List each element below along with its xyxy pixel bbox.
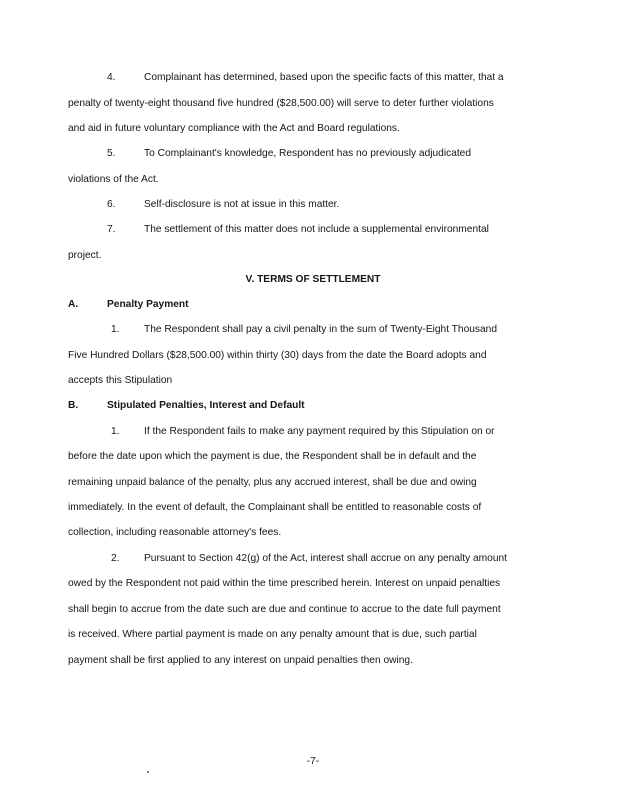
paragraph-4-number: 4. bbox=[107, 72, 116, 83]
scan-speck bbox=[147, 771, 149, 773]
paragraph-5-line-2: violations of the Act. bbox=[68, 174, 159, 185]
paragraph-4-line-3: and aid in future voluntary compliance with the Act and Board regulations. bbox=[68, 123, 400, 134]
section-b-p2-line-5: payment shall be first applied to any interest on unpaid penalties then owing. bbox=[68, 655, 413, 666]
paragraph-4-line-2: penalty of twenty-eight thousand five hundred ($28,500.00) will serve to deter further violations bbox=[68, 98, 494, 109]
section-b-p2-line-2: owed by the Respondent not paid within the time prescribed herein. Interest on unpaid penalties bbox=[68, 578, 501, 589]
section-a-letter: A. bbox=[68, 299, 79, 310]
section-a-p1-line-1: The Respondent shall pay a civil penalty in the sum of Twenty-Eight Thousand bbox=[144, 324, 497, 335]
section-b-p1-number: 1. bbox=[111, 426, 120, 437]
paragraph-7-number: 7. bbox=[107, 224, 116, 235]
paragraph-5-number: 5. bbox=[107, 148, 116, 159]
section-b-p1-line-2: before the date upon which the payment is due, the Respondent shall be in default and the bbox=[68, 451, 477, 462]
page-number: -7- bbox=[306, 756, 320, 767]
section-b-title: Stipulated Penalties, Interest and Default bbox=[107, 400, 305, 411]
paragraph-6-line-1: Self-disclosure is not at issue in this matter. bbox=[144, 199, 340, 210]
section-b-p1-line-1: If the Respondent fails to make any payment required by this Stipulation on or bbox=[144, 426, 495, 437]
section-b-p1-line-5: collection, including reasonable attorney's fees. bbox=[68, 527, 282, 538]
section-b-p2-line-3: shall begin to accrue from the date such are due and continue to accrue to the date full payment bbox=[68, 604, 501, 615]
section-b-p2-line-1: Pursuant to Section 42(g) of the Act, interest shall accrue on any penalty amount bbox=[144, 553, 507, 564]
section-a-p1-number: 1. bbox=[111, 324, 120, 335]
section-title: V. TERMS OF SETTLEMENT bbox=[245, 274, 381, 285]
paragraph-6-number: 6. bbox=[107, 199, 116, 210]
section-b-p2-line-4: is received. Where partial payment is made on any penalty amount that is due, such partial bbox=[68, 629, 477, 640]
section-b-p2-number: 2. bbox=[111, 553, 120, 564]
paragraph-5-line-1: To Complainant's knowledge, Respondent has no previously adjudicated bbox=[144, 148, 472, 159]
section-b-p1-line-4: immediately. In the event of default, the Complainant shall be entitled to reasonable costs of bbox=[68, 502, 482, 513]
section-a-title: Penalty Payment bbox=[107, 299, 189, 310]
paragraph-4-line-1: Complainant has determined, based upon the specific facts of this matter, that a bbox=[144, 72, 504, 83]
paragraph-7-line-1: The settlement of this matter does not include a supplemental environmental bbox=[144, 224, 489, 235]
paragraph-7-line-2: project. bbox=[68, 250, 102, 261]
section-a-p1-line-2: Five Hundred Dollars ($28,500.00) within thirty (30) days from the date the Board adopts and bbox=[68, 350, 487, 361]
section-a-p1-line-3: accepts this Stipulation bbox=[68, 375, 173, 386]
section-b-p1-line-3: remaining unpaid balance of the penalty, plus any accrued interest, shall be due and owing bbox=[68, 477, 477, 488]
section-b-letter: B. bbox=[68, 400, 79, 411]
